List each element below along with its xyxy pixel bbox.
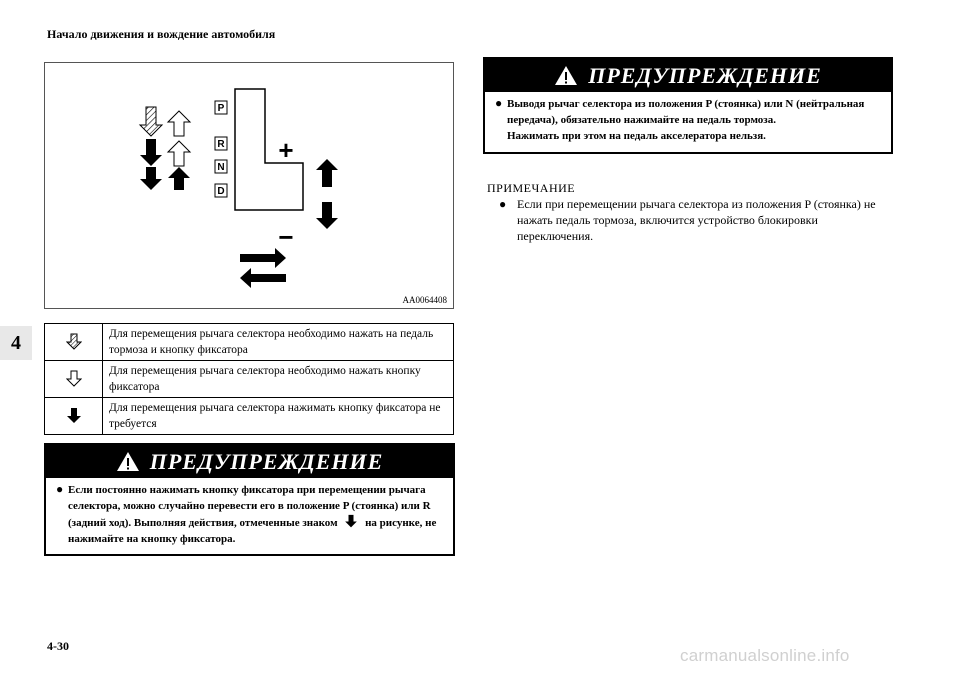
outline-arrow-up-icon <box>168 111 190 136</box>
gear-shift-figure <box>44 62 454 309</box>
solid-arrow-up-icon <box>316 159 338 187</box>
solid-arrow-left-icon <box>240 268 286 288</box>
outline-arrow-up-icon <box>168 141 190 166</box>
solid-arrow-down-icon <box>316 202 338 229</box>
hatched-arrow-down-icon <box>66 333 82 351</box>
warning-triangle-icon <box>554 65 578 86</box>
legend-icon-cell <box>45 361 103 397</box>
chapter-tab: 4 <box>0 326 32 360</box>
legend-icon-cell <box>45 398 103 434</box>
page-header-title: Начало движения и вождение автомобиля <box>47 27 276 41</box>
solid-arrow-up-icon <box>168 167 190 190</box>
solid-arrow-down-icon <box>140 139 162 166</box>
minus-sign: − <box>278 222 294 252</box>
warning-box-left <box>44 443 455 556</box>
bullet-icon: ● <box>499 197 507 211</box>
legend-row <box>45 398 453 434</box>
legend-row <box>45 324 453 361</box>
legend-row <box>45 361 453 398</box>
bullet-icon: ● <box>56 482 64 496</box>
warning-text: Нажимать при этом на педаль акселератора нельзя. <box>507 130 766 142</box>
note-text: Если при перемещении рычага селектора из положения P (стоянка) не нажать педаль тормоза, включится устройство блокировки переключения. <box>517 197 876 243</box>
position-d-label: D <box>217 186 225 197</box>
page-number: 4-30 <box>47 639 69 653</box>
warning-header <box>46 445 453 478</box>
hatched-arrow-down-icon <box>140 107 162 136</box>
solid-arrow-down-icon <box>344 514 358 529</box>
warning-triangle-icon <box>116 451 140 472</box>
warning-box-right <box>483 57 893 154</box>
warning-body <box>485 92 891 148</box>
position-n-label: N <box>217 162 225 173</box>
warning-text: Если постоянно нажимать кнопку фиксатора при перемещении рычага селектора, можно случайно перевести его в положение P (стоянка) или R (задний ход). Выполняя действия, отмеченные знаком <box>68 484 431 529</box>
warning-text: на рисунке, не нажимайте на кнопку фиксатора. <box>68 517 437 545</box>
watermark: carmanualsonline.info <box>680 646 850 665</box>
note-body <box>487 196 887 244</box>
legend-table <box>44 323 454 435</box>
position-p-label: P <box>217 103 225 114</box>
bullet-icon: ● <box>495 96 503 110</box>
note-title: ПРИМЕЧАНИЕ <box>487 181 576 195</box>
warning-title: ПРЕДУПРЕЖДЕНИЕ <box>149 448 384 474</box>
position-r-label: R <box>217 139 225 150</box>
legend-text: Для перемещения рычага селектора необходимо нажать кнопку фиксатора <box>109 365 421 393</box>
outline-arrow-down-icon <box>66 370 82 388</box>
warning-title: ПРЕДУПРЕЖДЕНИЕ <box>588 62 822 88</box>
warning-text: Выводя рычаг селектора из положения P (стоянка) или N (нейтральная передача), обязательно нажимайте на педаль тормоза. <box>507 98 865 126</box>
legend-text: Для перемещения рычага селектора нажимать кнопку фиксатора не требуется <box>109 402 441 430</box>
gear-shift-diagram <box>45 63 453 308</box>
warning-header <box>485 59 891 92</box>
figure-code: AA0064408 <box>402 295 447 305</box>
plus-sign: + <box>278 135 294 165</box>
note-section <box>487 180 887 244</box>
legend-icon-cell <box>45 324 103 360</box>
warning-body <box>46 478 453 551</box>
solid-arrow-down-icon <box>66 407 82 425</box>
solid-arrow-down-icon <box>140 167 162 190</box>
legend-text: Для перемещения рычага селектора необходимо нажать на педаль тормоза и кнопку фиксатора <box>109 328 434 356</box>
